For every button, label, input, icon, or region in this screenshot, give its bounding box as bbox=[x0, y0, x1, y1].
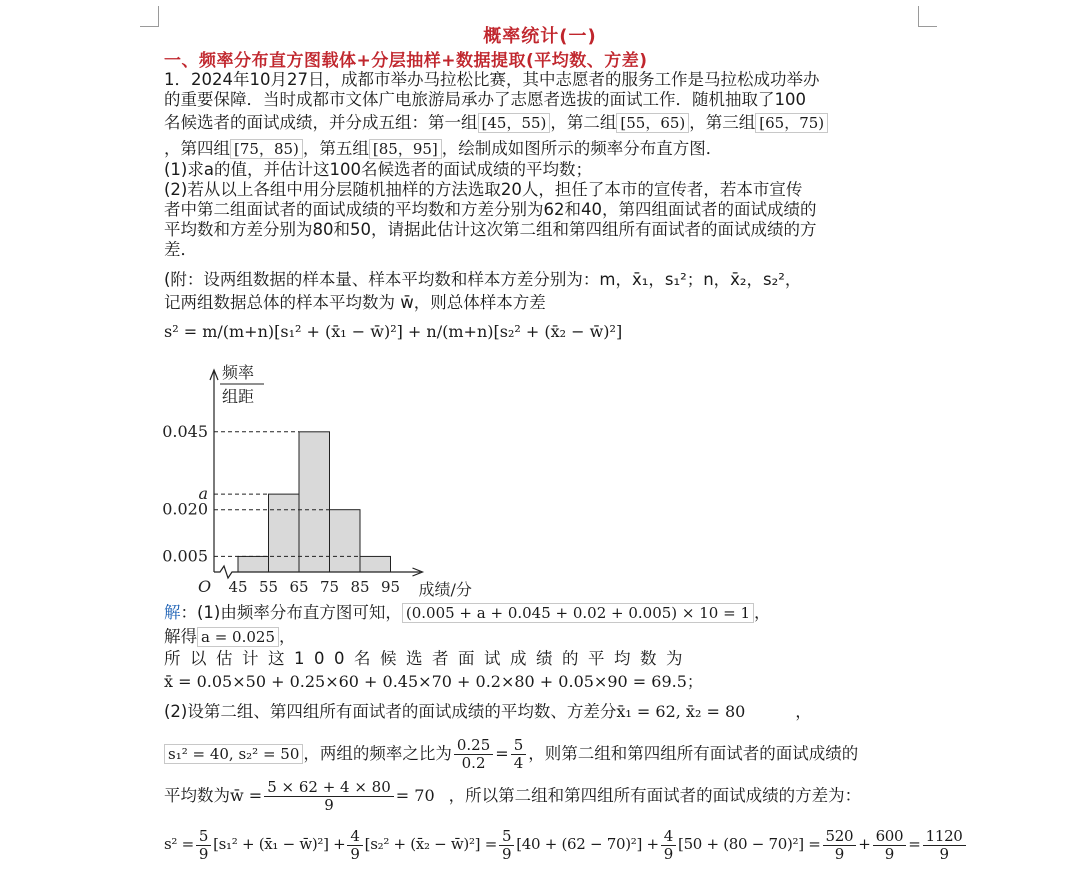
fraction bbox=[661, 828, 676, 863]
question-2: (2)若从以上各组中用分层随机抽样的方法选取20人，担任了本市的宣传者，若本市宣传 bbox=[164, 180, 803, 199]
solution-text: ， bbox=[795, 702, 812, 721]
solution-equation: w̄ = bbox=[230, 786, 263, 805]
solution-text: ，所以第二组和第四组所有面试者的面试成绩的方差为： bbox=[448, 786, 862, 805]
frequency-histogram bbox=[150, 360, 550, 608]
x-tick-label: 75 bbox=[319, 578, 340, 596]
solution-text: ，则第二组和第四组所有面试者的面试成绩的 bbox=[528, 744, 859, 763]
fraction-numerator: 4 bbox=[347, 828, 362, 846]
solution-label: 解 bbox=[164, 603, 181, 622]
x-tick-label: 95 bbox=[380, 578, 401, 596]
y-tick-label: 0.020 bbox=[162, 499, 208, 519]
x-axis-label: 成绩/分 bbox=[418, 580, 472, 599]
interval-group2: [55，65) bbox=[616, 113, 689, 133]
problem-text: ，绘制成如图所示的频率分布直方图． bbox=[441, 139, 723, 158]
origin-label: O bbox=[198, 577, 212, 596]
question-2: 差． bbox=[164, 240, 197, 259]
fraction bbox=[347, 828, 362, 863]
solution-text: ：(1)由频率分布直方图可知， bbox=[180, 603, 402, 622]
histogram-bar bbox=[299, 432, 330, 572]
question-2: 者中第二组面试者的面试成绩的平均数和方差分别为62和40，第四组面试者的面试成绩的 bbox=[164, 200, 817, 219]
variance-formula: s² = m/(m+n)[s₁² + (x̄₁ − w̄)²] + n/(m+n)[s₂² + (x̄₂ − w̄)²] bbox=[164, 322, 623, 341]
solution-text: 解得 bbox=[164, 627, 197, 646]
solution-line: s₁² = 40, s₂² = 50 ，两组的频率之比为 $\frac{0.25}{0.2}$ = $\frac{5}{4}$ ，则第二组和第四组所有面试者的面试成绩的 bbox=[164, 736, 920, 776]
problem-line: 的重要保障．当时成都市文体广电旅游局承办了志愿者选拔的面试工作．随机抽取了100 bbox=[164, 90, 806, 109]
page-title: 概率统计(一) bbox=[483, 26, 597, 47]
question-1: (1)求a的值，并估计这100名候选者的面试成绩的平均数； bbox=[164, 160, 592, 179]
solution-equation: a = 0.025 bbox=[197, 627, 279, 647]
ratio-fraction bbox=[454, 737, 493, 772]
solution-line bbox=[164, 778, 920, 818]
y-tick-label: a bbox=[198, 484, 208, 504]
y-tick-label: 0.045 bbox=[162, 421, 208, 441]
fraction-numerator: 1120 bbox=[923, 828, 966, 846]
problem-line bbox=[164, 113, 920, 133]
histogram-bar bbox=[360, 556, 391, 572]
fraction-denominator: 9 bbox=[939, 844, 949, 863]
fraction-numerator: 5 bbox=[499, 828, 514, 846]
fraction bbox=[499, 828, 514, 863]
solution-equation: s² = bbox=[164, 835, 194, 853]
interval-group5: [85，95] bbox=[369, 139, 442, 159]
y-tick-label: 0.005 bbox=[162, 546, 208, 566]
problem-line: 1．2024年10月27日，成都市举办马拉松比赛，其中志愿者的服务工作是马拉松成功举办 bbox=[164, 70, 820, 89]
fraction-denominator: 9 bbox=[350, 844, 360, 863]
y-axis-label-denominator: 组距 bbox=[222, 387, 255, 406]
solution-equation: [s₁² + (x̄₁ − w̄)²] + bbox=[213, 835, 346, 853]
weighted-mean-fraction bbox=[264, 779, 394, 814]
solution-text: 平均数为 bbox=[164, 786, 230, 805]
solution-equation: = bbox=[908, 835, 921, 853]
interval-group4: [75，85) bbox=[230, 139, 303, 159]
ratio-fraction bbox=[511, 737, 527, 772]
x-tick-label: 45 bbox=[228, 578, 248, 596]
fraction-denominator: 9 bbox=[663, 844, 674, 863]
fraction-denominator: 4 bbox=[513, 754, 524, 772]
fraction-numerator: 5 bbox=[196, 828, 211, 846]
solution-equation: s₁² = 40, s₂² = 50 bbox=[164, 744, 303, 764]
y-axis-label-numerator: 频率 bbox=[222, 363, 255, 382]
problem-text: 名候选者的面试成绩，并分成五组：第一组 bbox=[164, 113, 478, 132]
fraction bbox=[873, 828, 907, 863]
fraction-denominator: 9 bbox=[501, 844, 512, 863]
x-tick-label: 85 bbox=[350, 578, 370, 596]
histogram-bar bbox=[330, 510, 361, 572]
histogram-bar bbox=[238, 556, 269, 572]
solution-line bbox=[164, 702, 920, 722]
fraction-denominator: 9 bbox=[834, 844, 845, 863]
solution-line bbox=[164, 603, 920, 623]
fraction bbox=[196, 828, 211, 863]
problem-text: ，第二组 bbox=[550, 113, 617, 132]
solution-equation: x̄₁ = 62, x̄₂ = 80 bbox=[616, 702, 746, 721]
section-heading: 一、频率分布直方图载体+分层抽样+数据提取(平均数、方差) bbox=[164, 51, 648, 71]
solution-line bbox=[164, 627, 920, 647]
appendix-note: (附：设两组数据的样本量、样本平均数和样本方差分别为：m，x̄₁，s₁²；n，x̄₂，s₂²， bbox=[164, 270, 802, 289]
problem-line bbox=[164, 139, 920, 159]
x-tick-label: 55 bbox=[258, 578, 279, 596]
solution-text: ， bbox=[754, 603, 771, 622]
solution-equation: + bbox=[858, 835, 871, 853]
problem-text: ，第三组 bbox=[689, 113, 756, 132]
solution-equation: = 70 bbox=[395, 786, 435, 805]
variance-calculation bbox=[164, 826, 963, 866]
histogram-bar bbox=[269, 494, 300, 572]
problem-text: ，第四组 bbox=[164, 139, 230, 158]
fraction-denominator: 9 bbox=[884, 844, 895, 863]
solution-line: 所以估计这100名候选者面试成绩的平均数为 bbox=[164, 649, 692, 668]
interval-group1: [45，55) bbox=[478, 113, 551, 133]
fraction-numerator: 5 bbox=[511, 737, 527, 755]
fraction-denominator: 0.2 bbox=[461, 754, 486, 772]
solution-text: ，两组的频率之比为 bbox=[303, 744, 452, 763]
fraction bbox=[923, 828, 966, 863]
appendix-note: 记两组数据总体的样本平均数为 w̄，则总体样本方差 bbox=[164, 293, 546, 312]
solution-text: ， bbox=[279, 627, 296, 646]
solution-equation: [40 + (62 − 70)²] + bbox=[516, 835, 659, 853]
fraction-numerator: 600 bbox=[873, 828, 907, 846]
solution-equation: (0.005 + a + 0.045 + 0.02 + 0.005) × 10 = 1 bbox=[402, 603, 754, 623]
fraction-numerator: 0.25 bbox=[454, 737, 493, 755]
fraction-numerator: 520 bbox=[823, 828, 857, 846]
interval-group3: [65，75) bbox=[755, 113, 828, 133]
question-2: 平均数和方差分别为80和50，请据此估计这次第二组和第四组所有面试者的面试成绩的方 bbox=[164, 220, 817, 239]
mean-calculation: x̄ = 0.05×50 + 0.25×60 + 0.45×70 + 0.2×80 + 0.05×90 = 69.5； bbox=[164, 672, 703, 691]
problem-text: ，第五组 bbox=[302, 139, 369, 158]
solution-equation: [s₂² + (x̄₂ − w̄)²] = bbox=[364, 835, 497, 853]
fraction-numerator: 5 × 62 + 4 × 80 bbox=[264, 779, 394, 797]
fraction-numerator: 4 bbox=[661, 828, 676, 846]
fraction-denominator: 9 bbox=[324, 796, 334, 814]
solution-text: (2)设第二组、第四组所有面试者的面试成绩的平均数、方差分 bbox=[164, 702, 617, 721]
solution-equation: [50 + (80 − 70)²] = bbox=[678, 835, 821, 853]
fraction-denominator: 9 bbox=[198, 844, 209, 863]
x-tick-label: 65 bbox=[289, 578, 309, 596]
fraction bbox=[823, 828, 857, 863]
